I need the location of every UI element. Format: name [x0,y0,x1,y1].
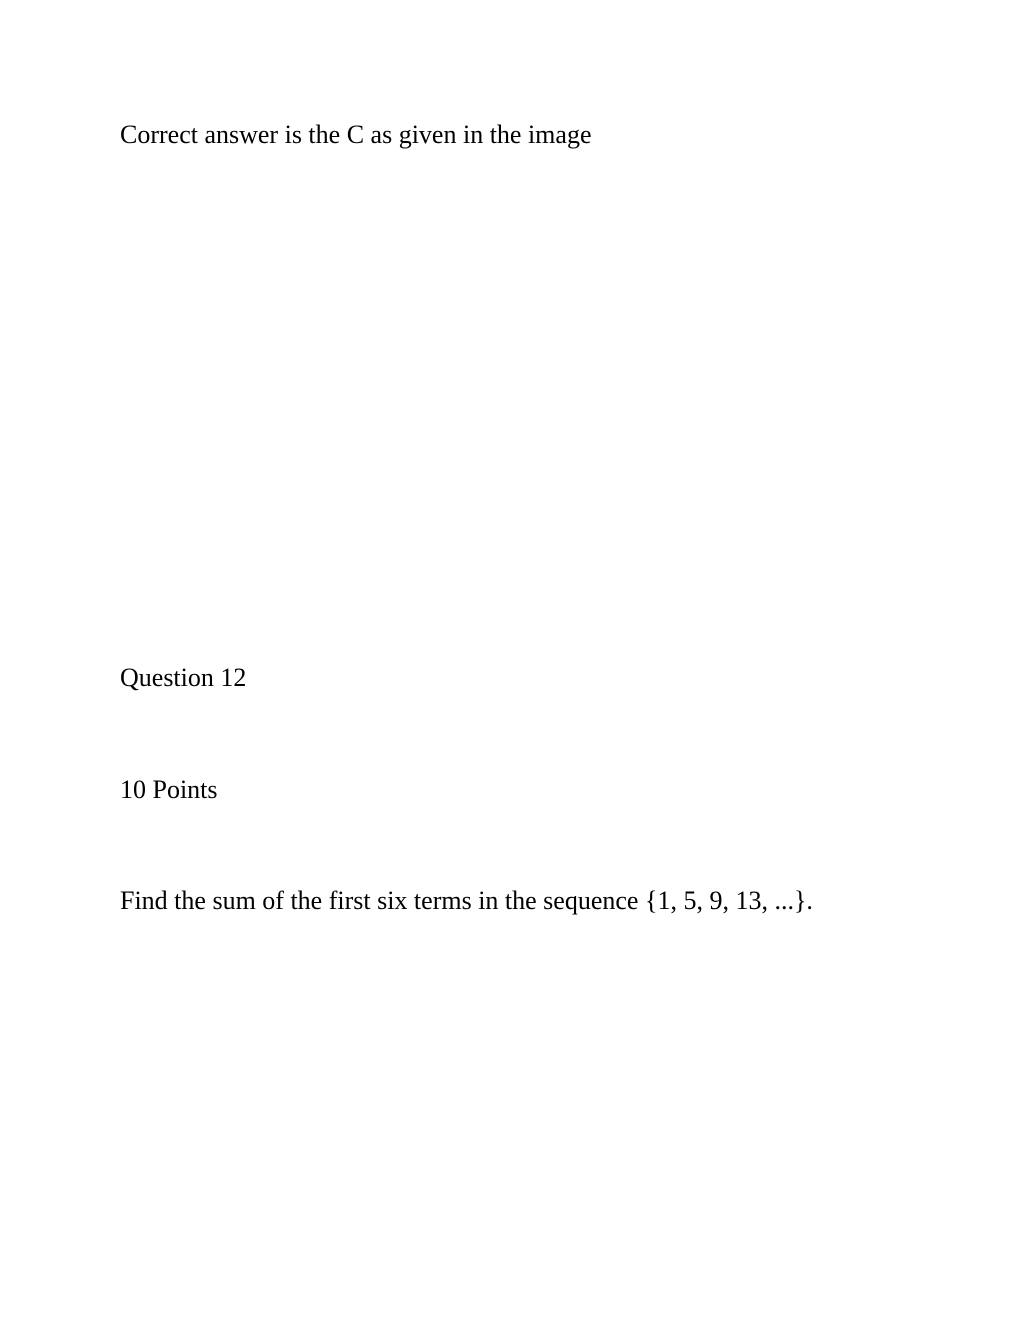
question-points: 10 Points [120,775,218,804]
answer-note: Correct answer is the C as given in the image [120,120,592,149]
question-number: Question 12 [120,663,247,692]
question-prompt: Find the sum of the first six terms in the sequence {1, 5, 9, 13, ...}. [120,886,813,915]
